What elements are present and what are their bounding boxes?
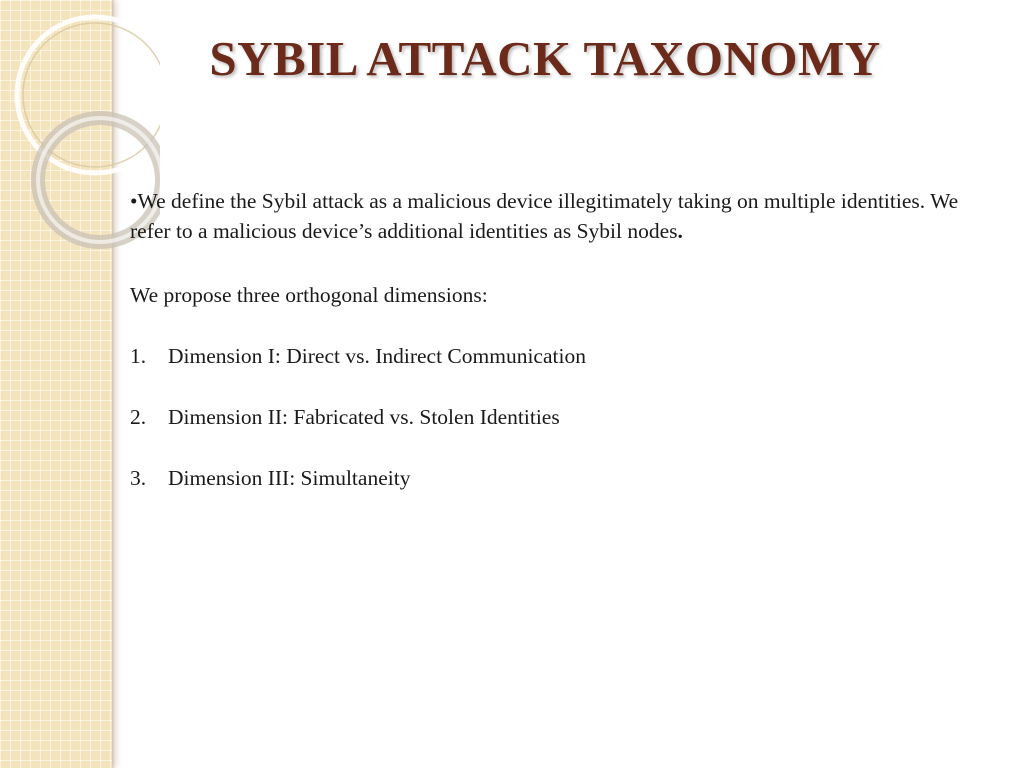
list-item-number: 1. xyxy=(130,344,147,368)
definition-text: We define the Sybil attack as a malicious device illegitimately taking on multiple identities. We refer to a malicious device’s additional identities as Sybil nodes xyxy=(130,189,959,243)
list-item-number: 3. xyxy=(130,466,147,490)
list-item xyxy=(130,463,990,493)
list-item-number: 2. xyxy=(130,405,147,429)
dimensions-intro: We propose three orthogonal dimensions: xyxy=(130,283,488,307)
slide-body xyxy=(130,186,990,493)
list-item-text: Dimension II: Fabricated vs. Stolen Identities xyxy=(168,405,560,429)
list-item xyxy=(130,341,990,371)
definition-paragraph xyxy=(130,186,990,246)
list-item xyxy=(130,402,990,432)
bullet-marker: • xyxy=(130,189,138,213)
slide-title: SYBIL ATTACK TAXONOMY xyxy=(209,31,881,86)
definition-period: . xyxy=(677,219,683,243)
list-item-text: Dimension I: Direct vs. Indirect Communication xyxy=(168,344,586,368)
list-item-text: Dimension III: Simultaneity xyxy=(168,466,411,490)
